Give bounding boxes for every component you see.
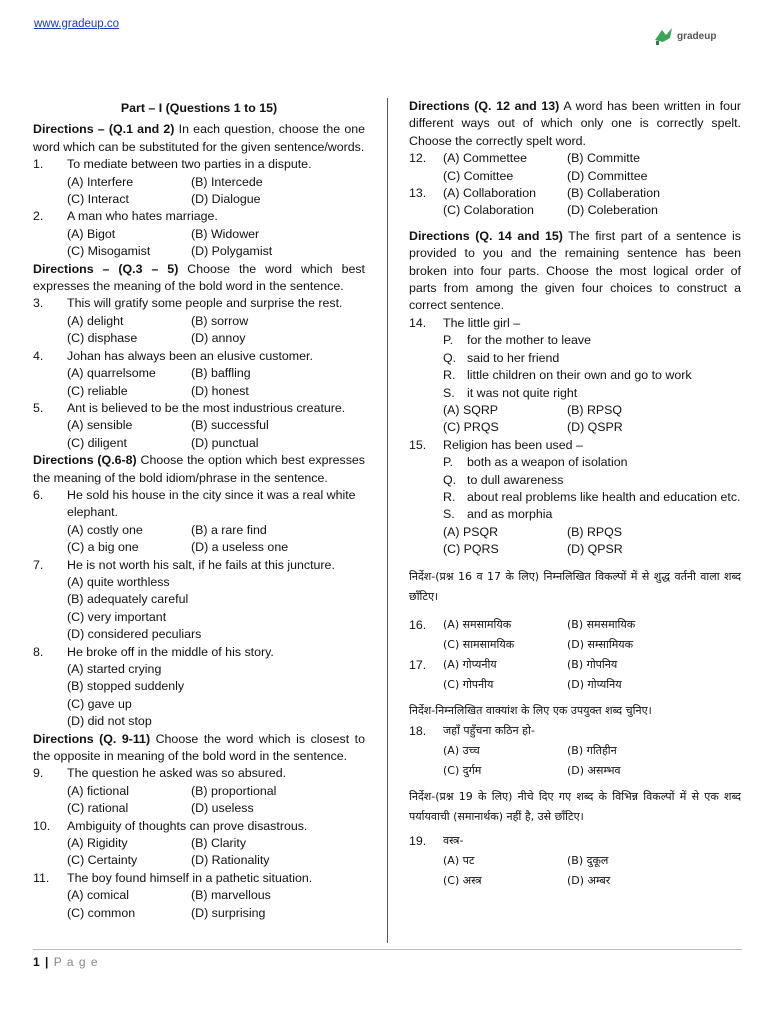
directions-2-text: Choose the word which best expresses the meaning of the bold word in the sentence.: [33, 261, 365, 294]
option[interactable]: (D) Dialogue: [191, 192, 261, 207]
option[interactable]: (D) गोप्यनिय: [567, 677, 622, 691]
option[interactable]: (A) quite worthless: [67, 574, 170, 589]
directions-6: [409, 228, 741, 315]
options-6: [33, 522, 365, 557]
part-p: [409, 454, 741, 471]
option[interactable]: (B) गोपनिय: [567, 657, 618, 671]
option[interactable]: (B) a rare find: [191, 522, 267, 537]
option[interactable]: (D) QPSR: [567, 542, 623, 557]
question-18: [409, 721, 741, 741]
option[interactable]: (A) fictional: [67, 783, 129, 798]
question-4: [33, 348, 365, 365]
question-13: [409, 185, 741, 220]
question-number: 14.: [409, 315, 427, 330]
options-4: [33, 365, 365, 400]
option[interactable]: (A) costly one: [67, 522, 143, 537]
option[interactable]: (A) quarrelsome: [67, 366, 156, 381]
option[interactable]: (C) very important: [67, 609, 167, 624]
question-number: 3.: [33, 296, 44, 311]
directions-4: [33, 731, 365, 766]
gradeup-logo: [652, 26, 716, 46]
page-word: P a g e: [53, 955, 99, 969]
question-text: Religion has been used –: [443, 437, 583, 452]
option[interactable]: (C) Misogamist: [67, 244, 151, 259]
directions-2: [33, 261, 365, 296]
question-2: [33, 208, 365, 225]
question-text: Johan has always been an elusive customer.: [67, 348, 313, 363]
option[interactable]: (A) उच्च: [443, 743, 480, 757]
part-text: little children on their own and go to work: [467, 368, 692, 383]
option[interactable]: (C) reliable: [67, 383, 128, 398]
option[interactable]: (B) दुकूल: [567, 853, 609, 867]
question-number: 4.: [33, 348, 44, 363]
footer-separator: |: [45, 955, 50, 969]
option[interactable]: (D) honest: [191, 383, 249, 398]
question-text: This will gratify some people and surprise the rest.: [67, 296, 343, 311]
column-divider: [387, 98, 388, 943]
option[interactable]: (B) sorrow: [191, 313, 249, 328]
options-15: [409, 524, 741, 559]
question-12: [409, 150, 741, 185]
option[interactable]: (B) adequately careful: [67, 592, 189, 607]
option[interactable]: (C) rational: [67, 801, 129, 816]
option[interactable]: (C) Certainty: [67, 853, 138, 868]
option[interactable]: (C) Comittee: [443, 168, 514, 183]
question-text: Ambiguity of thoughts can prove disastrous.: [67, 818, 308, 833]
options-3: [33, 313, 365, 348]
options-18: [409, 741, 741, 781]
option[interactable]: (A) sensible: [67, 418, 133, 433]
option[interactable]: (B) Committe: [567, 151, 640, 166]
options-7: [33, 574, 365, 644]
part-r: [409, 367, 741, 384]
part-text: to dull awareness: [467, 472, 564, 487]
option[interactable]: (B) Clarity: [191, 836, 247, 851]
question-number: 12.: [409, 151, 427, 166]
question-text: A man who hates marriage.: [67, 209, 218, 224]
option[interactable]: (D) असम्भव: [567, 763, 621, 777]
options-9: [33, 783, 365, 818]
option[interactable]: (A) पट: [443, 853, 475, 867]
option[interactable]: (A) SQRP: [443, 402, 499, 417]
question-text: He broke off in the middle of his story.: [67, 644, 274, 659]
question-number: 2.: [33, 209, 44, 224]
option[interactable]: (D) did not stop: [67, 714, 152, 729]
question-16: [409, 615, 741, 655]
question-number: 15.: [409, 437, 427, 452]
gradeup-logo-icon: [652, 26, 674, 46]
directions-4-label: Directions (Q. 9-11): [33, 731, 151, 746]
option[interactable]: (A) Collaboration: [443, 186, 536, 201]
part-label: Q.: [443, 350, 457, 365]
option[interactable]: (D) Coleberation: [567, 203, 658, 218]
question-19: [409, 831, 741, 851]
question-number: 1.: [33, 157, 44, 172]
question-number: 13.: [409, 186, 427, 201]
part-s: [409, 506, 741, 523]
option[interactable]: (B) RPQS: [567, 524, 623, 539]
option[interactable]: (A) started crying: [67, 662, 162, 676]
hindi-directions-2: निर्देश-निम्नलिखित वाक्यांश के लिए एक उपयुक्त शब्द चुनिए।: [409, 703, 652, 717]
option[interactable]: (D) QSPR: [567, 420, 623, 435]
options-2: [33, 226, 365, 261]
question-text: To mediate between two parties in a dispute.: [67, 157, 312, 172]
question-number: 5.: [33, 400, 44, 415]
option[interactable]: (C) disphase: [67, 331, 138, 346]
part-text: and as morphia: [467, 507, 553, 522]
question-14: [409, 315, 741, 332]
question-number: 8.: [33, 644, 44, 659]
directions-5-label: Directions (Q. 12 and 13): [409, 99, 560, 113]
option[interactable]: (D) सम्सामियक: [567, 637, 634, 651]
part-text: both as a weapon of isolation: [467, 455, 628, 470]
part-title: Part – I (Questions 1 to 15): [120, 101, 278, 115]
option[interactable]: (A) Bigot: [67, 226, 116, 241]
question-text: He is not worth his salt, if he fails at this juncture.: [67, 557, 335, 572]
part-q: [409, 350, 741, 367]
question-number: 18.: [409, 723, 427, 738]
options-1: [33, 174, 365, 209]
options-8: [33, 661, 365, 731]
part-label: S.: [443, 385, 455, 400]
option[interactable]: (D) considered peculiars: [67, 627, 202, 642]
directions-1-label: Directions – (Q.1 and 2): [33, 122, 175, 137]
question-text: जहाँ पहुँचना कठिन हो-: [443, 723, 535, 737]
part-label: R.: [443, 368, 456, 383]
option[interactable]: (B) Intercede: [191, 174, 263, 189]
part-text: it was not quite right: [467, 385, 578, 400]
question-text: The boy found himself in a pathetic situation.: [67, 870, 313, 885]
part-q: [409, 472, 741, 489]
option[interactable]: (D) Polygamist: [191, 244, 273, 259]
option[interactable]: (C) गोपनीय: [443, 677, 494, 691]
question-number: 10.: [33, 818, 51, 833]
footer-rule: [33, 949, 742, 950]
option[interactable]: (D) अम्बर: [567, 873, 611, 887]
option[interactable]: (C) दुर्गम: [443, 763, 482, 777]
option[interactable]: (A) समसामयिक: [443, 617, 512, 631]
question-number: 17.: [409, 657, 427, 672]
question-7: [33, 557, 365, 574]
page-footer: [33, 955, 99, 969]
directions-3-label: Directions (Q.6-8): [33, 453, 137, 468]
option[interactable]: (B) Collaberation: [567, 186, 660, 201]
option[interactable]: (C) Interact: [67, 192, 129, 207]
option[interactable]: (C) PQRS: [443, 542, 499, 557]
option[interactable]: (B) RPSQ: [567, 402, 623, 417]
option[interactable]: (D) punctual: [191, 435, 259, 450]
directions-4-text: Choose the word which is closest to the opposite in meaning of the bold word in the sentence.: [33, 731, 365, 764]
part-text: for the mother to leave: [467, 333, 591, 348]
part-label: Q.: [443, 472, 457, 487]
option[interactable]: (A) Commettee: [443, 151, 527, 166]
part-label: P.: [443, 333, 454, 348]
option[interactable]: (B) Widower: [191, 226, 260, 241]
left-column: [33, 98, 365, 922]
hindi-directions-1: निर्देश-(प्रश्न 16 व 17 के लिए) निम्नलिखित विकल्पों में से शुद्ध वर्तनी वाला शब्द छाँटिए।: [409, 569, 741, 603]
question-number: 19.: [409, 833, 427, 848]
question-text: He sold his house in the city since it was a real white elephant.: [67, 487, 356, 520]
part-p: [409, 332, 741, 349]
part-label: R.: [443, 489, 456, 504]
question-text: वस्त्र-: [443, 833, 464, 847]
option[interactable]: (B) marvellous: [191, 888, 271, 903]
option[interactable]: (C) PRQS: [443, 420, 499, 435]
option[interactable]: (A) गोप्यनीय: [443, 657, 497, 671]
option[interactable]: (A) comical: [67, 888, 129, 903]
question-text: The little girl –: [443, 315, 521, 330]
question-8: [33, 644, 365, 661]
question-10: [33, 818, 365, 835]
option[interactable]: (D) Rationality: [191, 853, 270, 868]
directions-3: [33, 452, 365, 487]
option[interactable]: (A) PSQR: [443, 524, 499, 539]
question-number: 9.: [33, 766, 44, 781]
site-link[interactable]: www.gradeup.co: [34, 18, 120, 30]
option[interactable]: (D) useless: [191, 801, 254, 816]
option[interactable]: (A) delight: [67, 313, 124, 328]
question-number: 7.: [33, 557, 44, 572]
directions-5-text: A word has been written in four different ways out of which only one is correctly spelt. Choose the correctly spelt word.: [409, 99, 741, 148]
option[interactable]: (B) proportional: [191, 783, 277, 798]
option[interactable]: (C) सामसामयिक: [443, 637, 515, 651]
options-14: [409, 402, 741, 437]
question-6: [33, 487, 365, 522]
options-10: [33, 835, 365, 870]
page-number: 1: [33, 955, 41, 969]
option[interactable]: (C) gave up: [67, 696, 132, 711]
part-label: S.: [443, 507, 455, 522]
option[interactable]: (C) diligent: [67, 435, 127, 450]
option[interactable]: (D) a useless one: [191, 540, 289, 555]
option[interactable]: (A) Rigidity: [67, 836, 128, 851]
question-9: [33, 765, 365, 782]
options-5: [33, 417, 365, 452]
option[interactable]: (D) annoy: [191, 331, 246, 346]
option[interactable]: (C) a big one: [67, 540, 139, 555]
options-19: [409, 851, 741, 891]
part-text: said to her friend: [467, 350, 560, 365]
directions-6-text: The first part of a sentence is provided to you and the remaining sentence has been broken into four parts. Choose the most logical order of parts from among the given four choices to construct a correct sentence.: [409, 228, 742, 313]
option[interactable]: (B) successful: [191, 418, 269, 433]
option[interactable]: (C) Colaboration: [443, 203, 534, 218]
question-text: The question he asked was so absured.: [67, 766, 287, 781]
question-11: [33, 870, 365, 887]
option[interactable]: (B) baffling: [191, 366, 251, 381]
directions-1-text: In each question, choose the one word which can be substituted for the given sentence/words.: [33, 122, 365, 154]
question-number: 16.: [409, 617, 427, 632]
part-r: [409, 489, 741, 506]
question-5: [33, 400, 365, 417]
option[interactable]: (A) Interfere: [67, 174, 134, 189]
options-11: [33, 887, 365, 922]
directions-3-text: Choose the option which best expresses the meaning of the bold idiom/phrase in the sentence.: [33, 453, 366, 485]
part-text: about real problems like health and education etc.: [467, 489, 741, 504]
option[interactable]: (D) Committee: [567, 168, 648, 183]
question-3: [33, 295, 365, 312]
question-1: [33, 156, 365, 173]
directions-2-label: Directions – (Q.3 – 5): [33, 261, 179, 276]
option[interactable]: (B) समसमायिक: [567, 617, 636, 631]
option[interactable]: (D) surprising: [191, 905, 266, 920]
right-column: [409, 98, 741, 891]
hindi-directions-3: निर्देश-(प्रश्न 19 के लिए) नीचे दिए गए शब्द के विभिन्न विकल्पों में से एक शब्द पर्यायवाची (समानार्थक) नहीं है, उसे छाँटिए।: [409, 789, 741, 823]
question-number: 11.: [33, 870, 50, 885]
option[interactable]: (B) गतिहीन: [567, 743, 617, 757]
question-17: [409, 655, 741, 695]
question-number: 6.: [33, 487, 44, 502]
directions-1: [33, 121, 365, 156]
directions-5: [409, 98, 741, 150]
option[interactable]: (C) common: [67, 905, 136, 920]
logo-text: gradeup: [677, 30, 717, 42]
question-15: [409, 437, 741, 454]
option[interactable]: (B) stopped suddenly: [67, 679, 185, 694]
question-text: Ant is believed to be the most industrious creature.: [67, 400, 346, 415]
part-s: [409, 385, 741, 402]
directions-6-label: Directions (Q. 14 and 15): [409, 228, 563, 243]
option[interactable]: (C) अस्त्र: [443, 873, 482, 887]
part-label: P.: [443, 455, 454, 470]
